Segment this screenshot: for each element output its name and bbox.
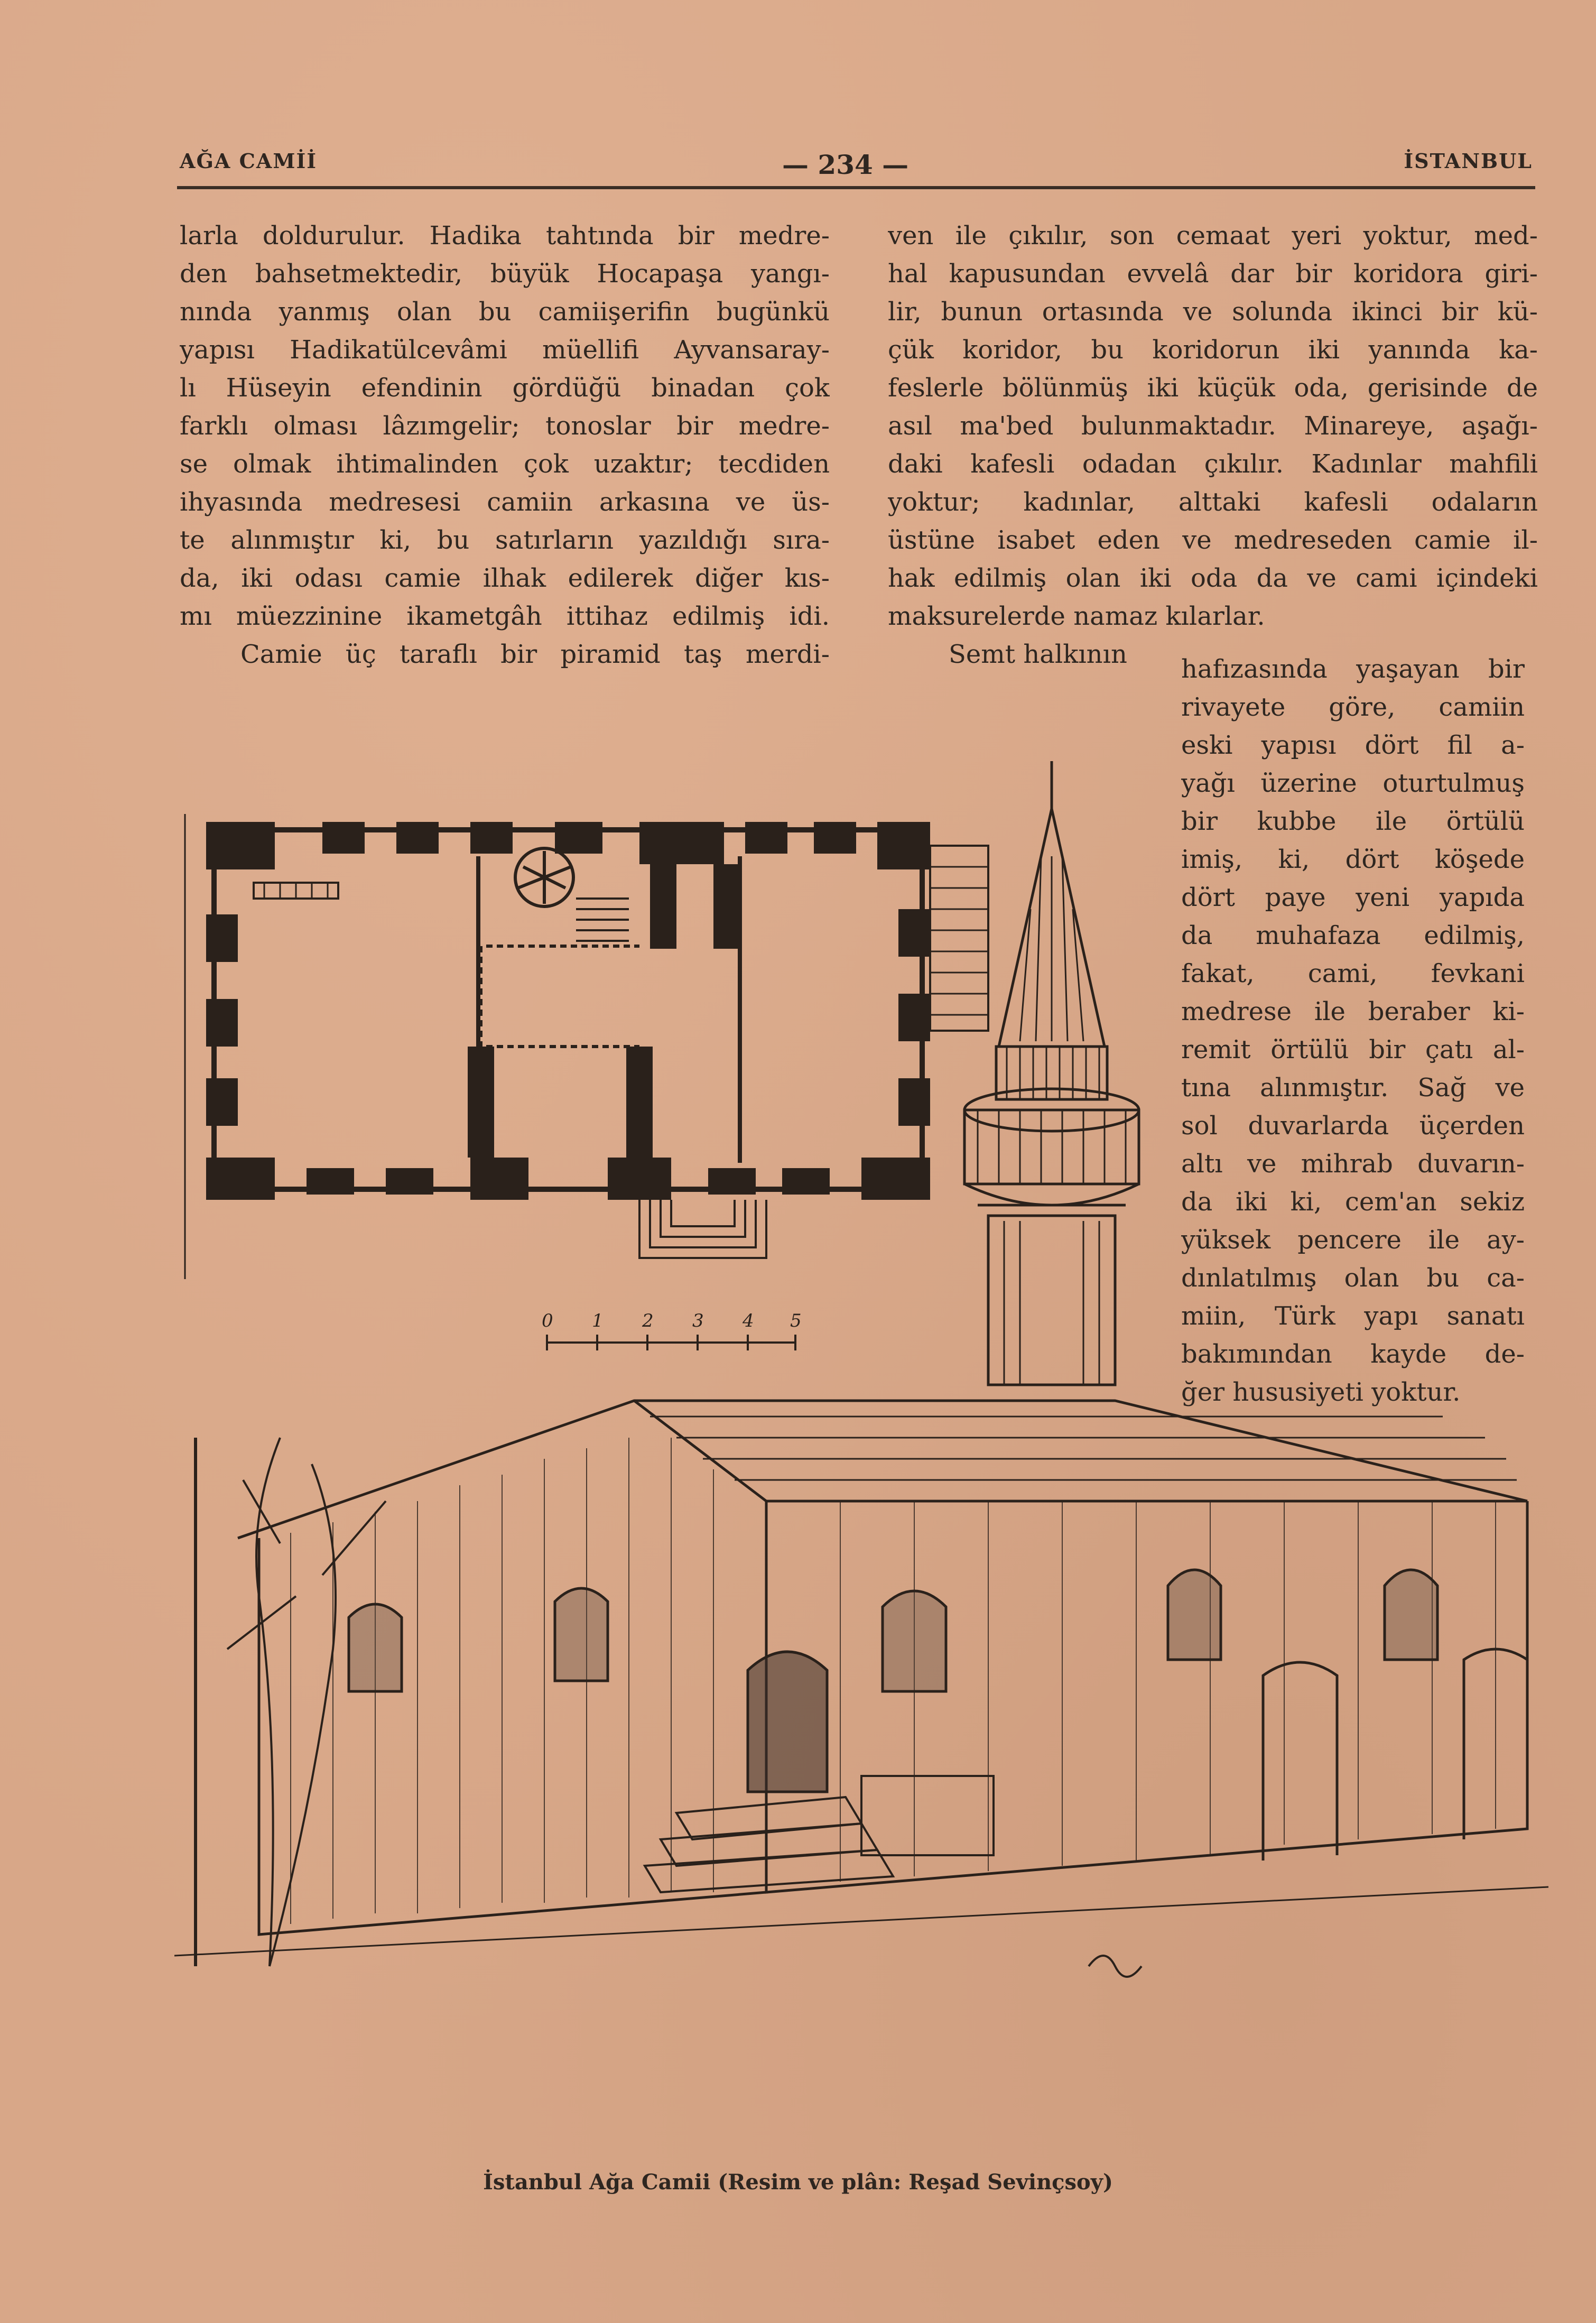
right-text-column: [888, 217, 1538, 673]
text-line: te alınmıştır ki, bu satırların yazıldığı sıra-: [180, 525, 830, 555]
text-line: da iki ki, cem'an sekiz: [1181, 1187, 1525, 1217]
text-line: bakımından kayde de-: [1181, 1339, 1525, 1369]
left-text-column: [180, 217, 830, 673]
text-line: farklı olması lâzımgelir; tonoslar bir medre-: [180, 411, 830, 441]
text-line: da, iki odası camie ilhak edilerek diğer kıs-: [180, 563, 830, 593]
text-line: yapısı Hadikatülcevâmi müellifi Ayvansaray-: [180, 335, 830, 365]
text-line: dört paye yeni yapıda: [1181, 883, 1525, 912]
text-line: tına alınmıştır. Sağ ve: [1181, 1073, 1525, 1103]
artist-signature: [1089, 1956, 1142, 1977]
text-line: feslerle bölünmüş iki küçük oda, gerisinde de: [888, 373, 1538, 403]
text-line: daki kafesli odadan çıkılır. Kadınlar mahfili: [888, 449, 1538, 479]
page-number: — 234 —: [782, 149, 909, 180]
text-line: çük koridor, bu koridorun iki yanında ka-: [888, 335, 1538, 365]
text-line: bir kubbe ile örtülü: [1181, 807, 1525, 836]
text-line: ğer hususiyeti yoktur.: [1181, 1377, 1461, 1407]
text-line: asıl ma'bed bulunmaktadır. Minareye, aşağı-: [888, 411, 1538, 441]
paragraph-lead: Semt halkının: [949, 640, 1127, 669]
figure-caption: İstanbul Ağa Camii (Resim ve plân: Reşad Sevinçsoy): [483, 2170, 1113, 2195]
mosque-illustration: [174, 751, 1548, 2040]
scale-label: 0: [542, 1310, 553, 1331]
text-line: sol duvarlarda üçerden: [1181, 1111, 1525, 1141]
text-line: hafızasında yaşayan bir: [1181, 654, 1525, 684]
text-line: imiş, ki, dört köşede: [1181, 845, 1525, 874]
text-line: ven ile çıkılır, son cemaat yeri yoktur, med-: [888, 221, 1538, 251]
text-line: mı müezzinine ikametgâh ittihaz edilmiş idi.: [180, 601, 830, 631]
text-line: medrese ile beraber ki-: [1181, 997, 1525, 1026]
text-line: yoktur; kadınlar, alttaki kafesli odaların: [888, 487, 1538, 517]
text-line: maksurelerde namaz kılarlar.: [888, 601, 1265, 631]
text-line: ihyasında medresesi camiin arkasına ve üs-: [180, 487, 830, 517]
text-line: se olmak ihtimalinden çok uzaktır; tecdiden: [180, 449, 830, 479]
text-line: den bahsetmektedir, büyük Hocapaşa yangı-: [180, 259, 830, 289]
minaret-sketch: [964, 761, 1139, 1385]
header-rule: [177, 186, 1535, 189]
scale-label: 2: [642, 1310, 654, 1331]
text-line: remit örtülü bir çatı al-: [1181, 1035, 1525, 1065]
text-line: fakat, cami, fevkani: [1181, 959, 1525, 988]
mosque-building-sketch: [174, 1401, 1548, 1956]
text-line: miin, Türk yapı sanatı: [1181, 1301, 1525, 1331]
text-line: yüksek pencere ile ay-: [1181, 1225, 1525, 1255]
text-line: larla doldurulur. Hadika tahtında bir medre-: [180, 221, 830, 251]
scale-label: 5: [790, 1310, 802, 1331]
text-line: Camie üç taraflı bir piramid taş merdi-: [240, 640, 830, 669]
text-line: eski yapısı dört fil a-: [1181, 730, 1525, 760]
text-line: hal kapusundan evvelâ dar bir koridora giri-: [888, 259, 1538, 289]
running-header: [180, 149, 1533, 181]
scale-label: 4: [743, 1310, 754, 1331]
floor-plan: [185, 814, 988, 1279]
text-line: lı Hüseyin efendinin gördüğü binadan çok: [180, 373, 830, 403]
header-book-title: İSTANBUL: [1404, 149, 1533, 173]
text-line: da muhafaza edilmiş,: [1181, 921, 1525, 950]
text-line: hak edilmiş olan iki oda da ve cami içindeki: [888, 563, 1538, 593]
scale-bar: [547, 1335, 795, 1350]
text-line: altı ve mihrab duvarın-: [1181, 1149, 1525, 1179]
text-line: nında yanmış olan bu camiişerifin bugünkü: [180, 297, 830, 327]
text-line: dınlatılmış olan bu ca-: [1181, 1263, 1525, 1293]
text-line: üstüne isabet eden ve medreseden camie il-: [888, 525, 1538, 555]
scale-label: 1: [592, 1310, 604, 1331]
header-section-title: AĞA CAMİİ: [180, 149, 317, 173]
text-line: yağı üzerine oturtulmuş: [1181, 769, 1525, 798]
text-line: lir, bunun ortasında ve solunda ikinci bir kü-: [888, 297, 1538, 327]
scale-label: 3: [692, 1310, 704, 1331]
text-line: rivayete göre, camiin: [1181, 692, 1525, 722]
